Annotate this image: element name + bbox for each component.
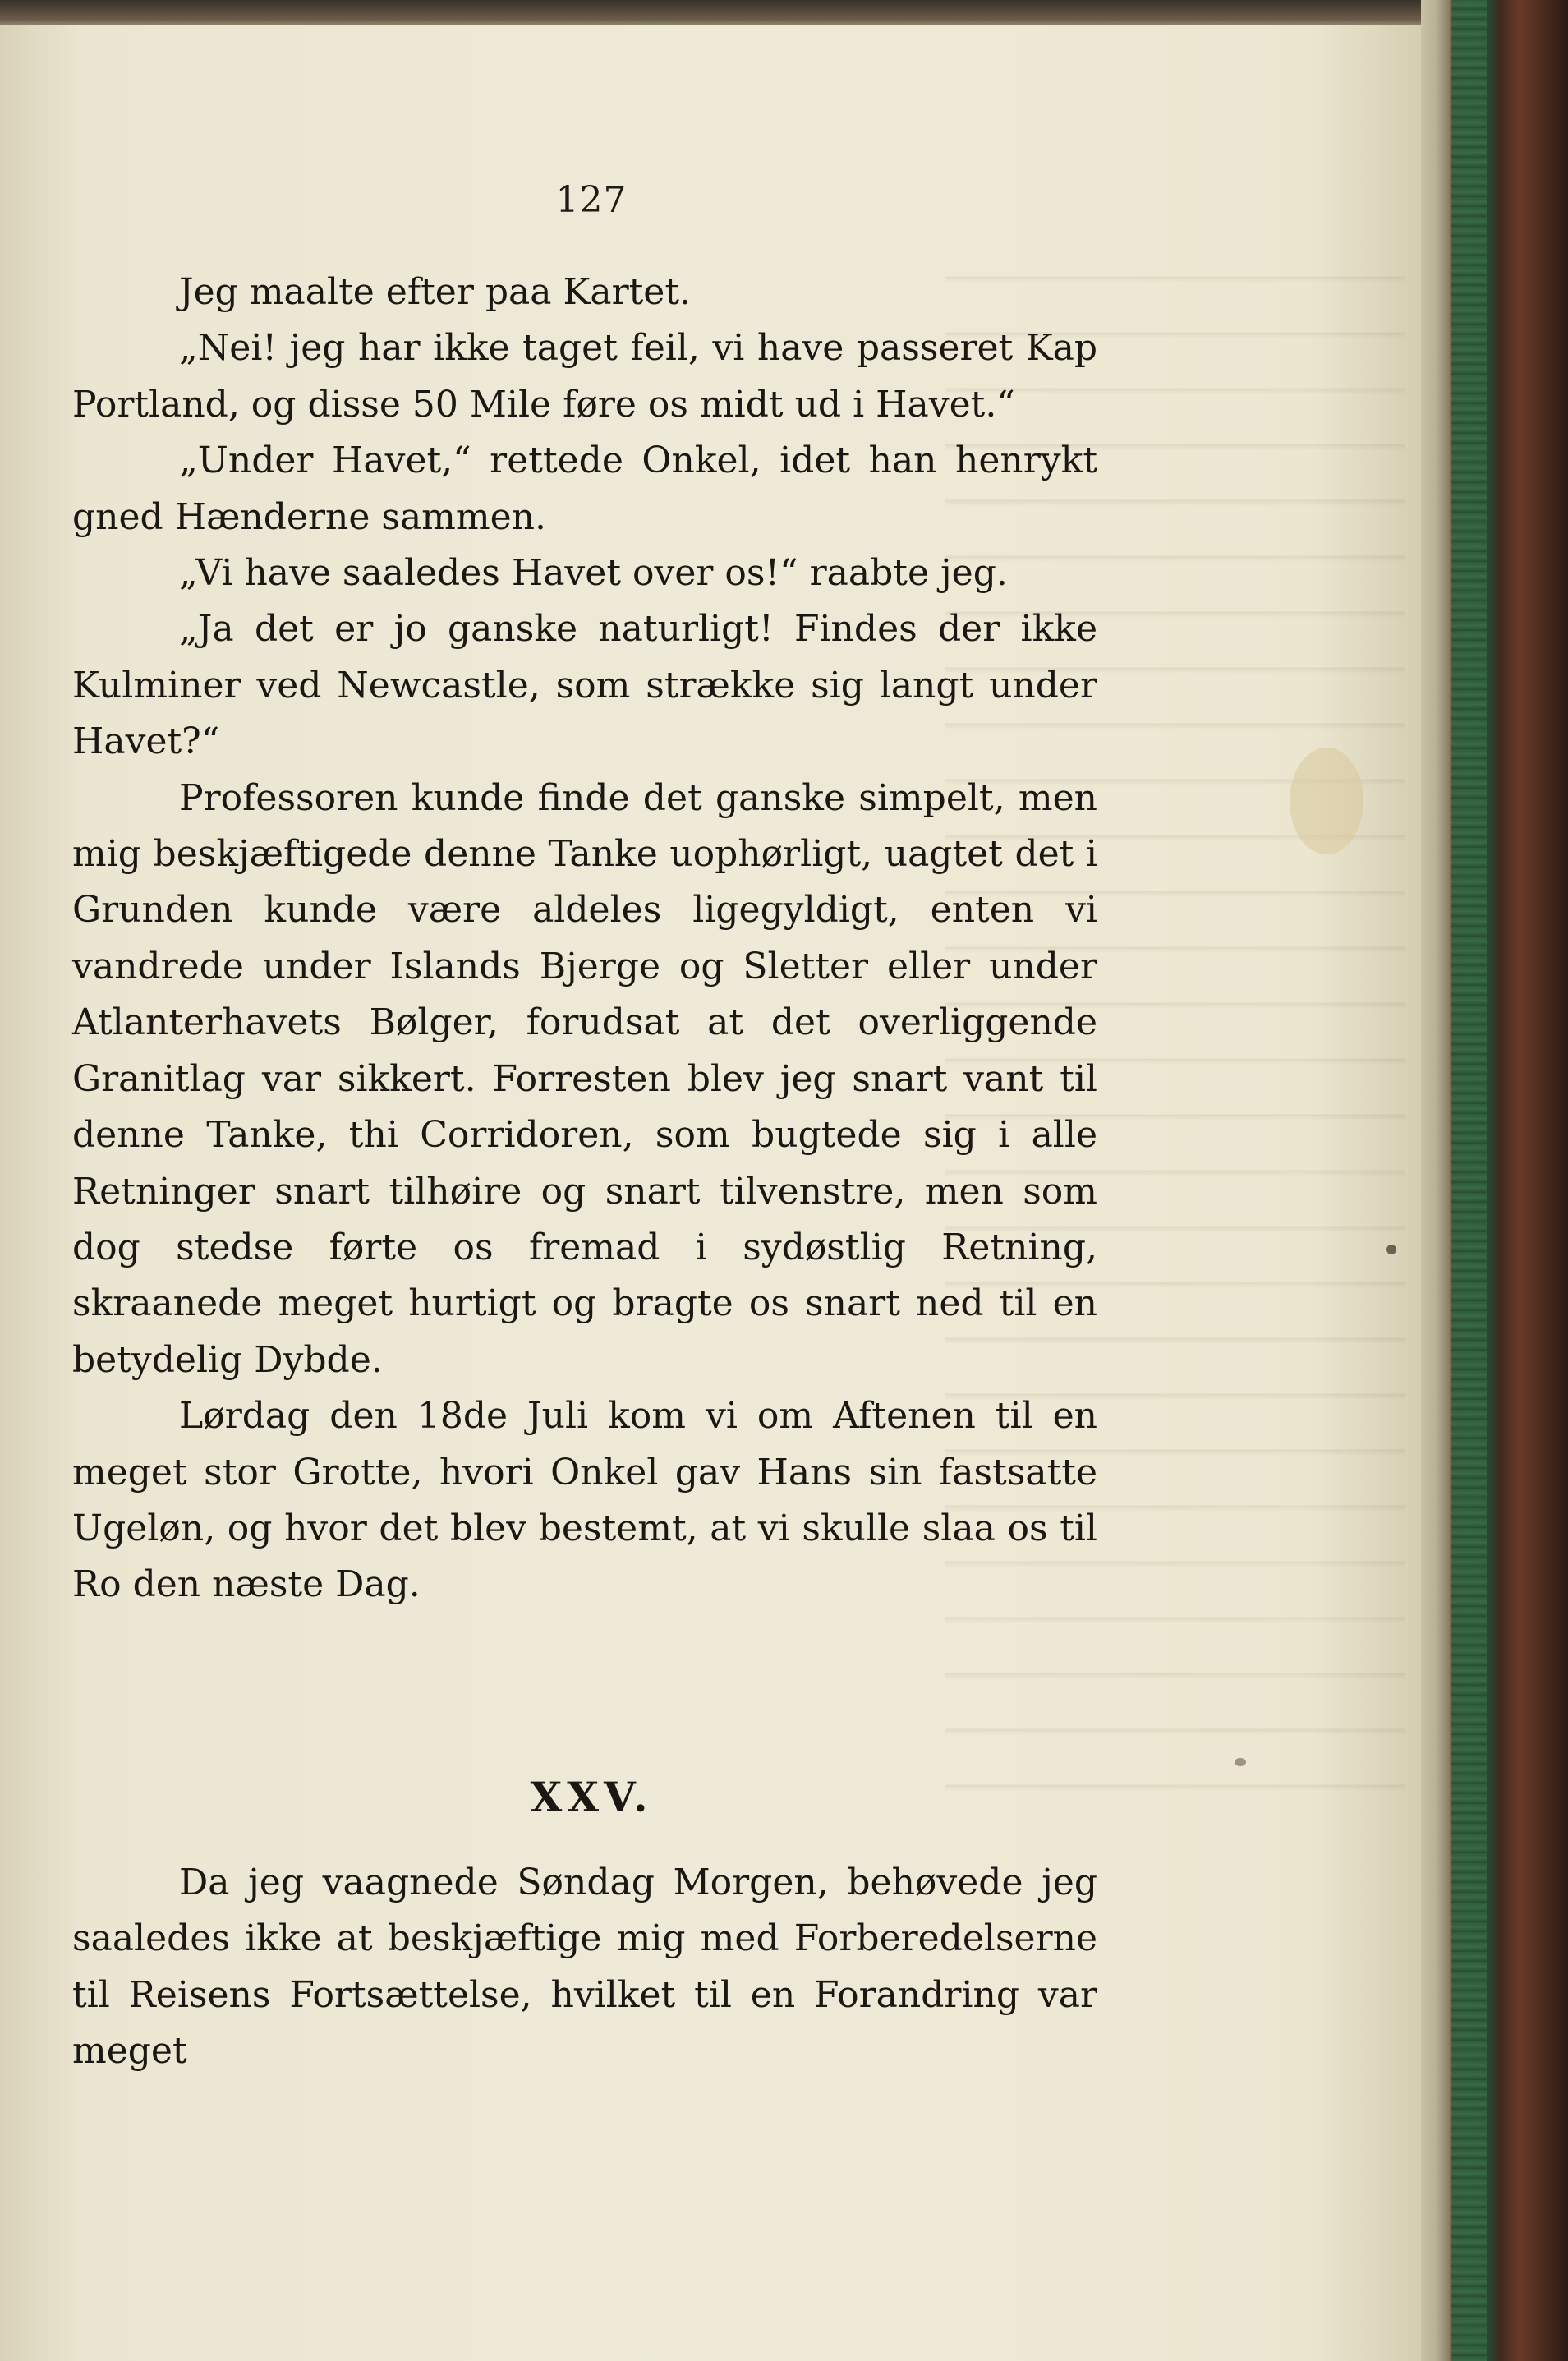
- paper-speck: [1386, 1245, 1396, 1254]
- book-spine: [1421, 0, 1568, 2361]
- paragraph: Professoren kunde finde det ganske simpelt, men mig beskjæftigede denne Tanke uophørligt, uagtet det i Grunden kunde være aldeles ligegyldigt, enten vi vandrede under Islands Bjerge og Sletter eller under Atlanterhavets Bølger, forudsat at det overliggende Granitlag var sikkert. Forresten blev jeg snart vant til denne Tanke, thi Corridoren, som bugtede sig i alle Retninger snart tilhøire og snart tilvenstre, men som dog stedse førte os fremad i sydøstlig Retning, skraanede meget hurtigt og bragte os snart ned til en betydelig Dybde.: [72, 776, 1097, 1381]
- paragraph: Jeg maalte efter paa Kartet.: [179, 271, 692, 313]
- page-number: 127: [555, 179, 628, 221]
- chapter-heading: XXV.: [530, 1773, 653, 1821]
- paragraph: „Ja det er jo ganske naturligt! Findes der ikke Kulminer ved Newcastle, som strække sig langt under Havet?“: [72, 608, 1097, 763]
- paragraph: Lørdag den 18de Juli kom vi om Aftenen til en meget stor Grotte, hvori Onkel gav Hans sin fastsatte Ugeløn, og hvor det blev bestemt, at vi skulle slaa os til Ro den næste Dag.: [72, 1395, 1097, 1606]
- body-text-lower: [72, 1855, 1097, 2080]
- paragraph: „Nei! jeg har ikke taget feil, vi have passeret Kap Portland, og disse 50 Mile føre os midt ud i Havet.“: [72, 327, 1097, 426]
- paragraph: „Vi have saaledes Havet over os!“ raabte jeg.: [179, 552, 1008, 595]
- paper-stain: [1290, 748, 1363, 854]
- body-text-upper: [72, 265, 1097, 1613]
- spine-cloth-strip: [1451, 0, 1487, 2361]
- paragraph: „Under Havet,“ rettede Onkel, idet han henrykt gned Hænderne sammen.: [72, 440, 1097, 538]
- paragraph: Da jeg vaagnede Søndag Morgen, behøvede jeg saaledes ikke at beskjæftige mig med Forberedelserne til Reisens Fortsættelse, hvilket til en Forandring var meget: [72, 1862, 1097, 2073]
- paper-speck: [1235, 1758, 1246, 1766]
